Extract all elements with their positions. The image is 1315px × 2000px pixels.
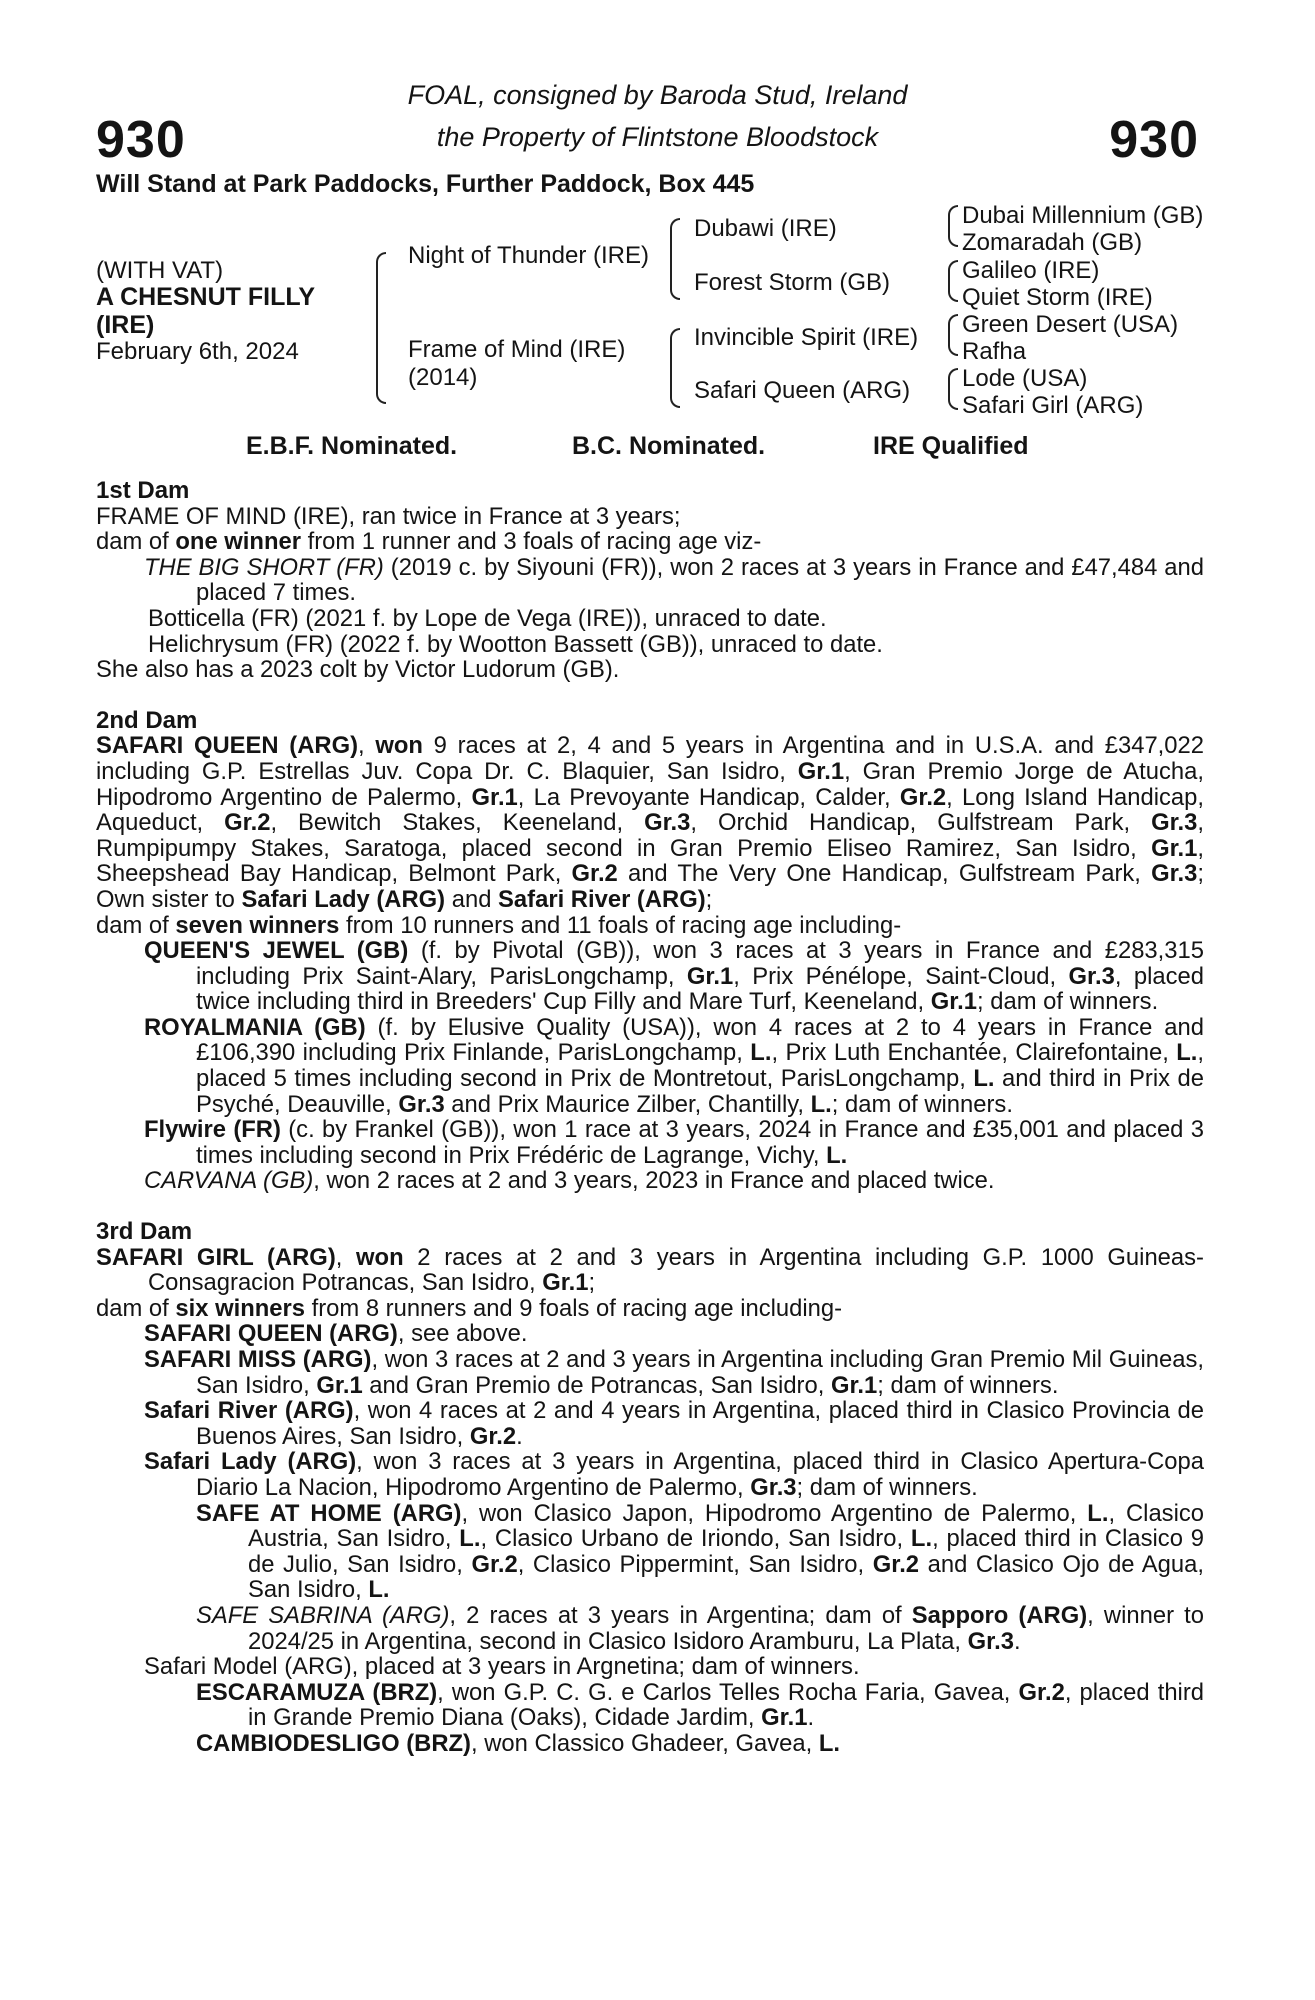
grand-produce-item: SAFE SABRINA (ARG), 2 races at 3 years in Argentina; dam of Sapporo (ARG), winner to 2024/25 in Argentina, second in Clasico Isidoro Aramburu, La Plata, Gr.3. (196, 1601, 1204, 1655)
subject-dob: February 6th, 2024 (96, 338, 299, 365)
produce-item: THE BIG SHORT (FR) (2019 c. by Siyouni (FR)), won 2 races at 3 years in France and £47,484 and placed 7 times. (144, 553, 1204, 607)
sire-name: Night of Thunder (IRE) (408, 242, 649, 269)
brace-dam (670, 328, 680, 408)
dam-dam: Safari Queen (ARG) (694, 377, 911, 404)
subject-name: A CHESNUT FILLY (96, 283, 315, 311)
produce-item: Safari River (ARG), won 4 races at 2 and 4 years in Argentina, placed third in Clasico Provincia de Buenos Aires, San Isidro, Gr.2. (144, 1397, 1204, 1450)
sire-sire: Dubawi (IRE) (694, 215, 837, 242)
vat-note: (WITH VAT) (96, 257, 224, 284)
produce-item: CARVANA (GB), won 2 races at 2 and 3 years, 2023 in France and placed twice. (144, 1167, 995, 1195)
lot-number-right: 930 (1109, 111, 1199, 169)
dds-name: Lode (USA) (962, 365, 1088, 392)
second-dam-para: SAFARI QUEEN (ARG), won 9 races at 2, 4 and 5 years in Argentina and in U.S.A. and £347,022 including G.P. Estrellas Juv. Copa Dr. C. Blaquier, San Isidro, Gr.1, Gran Premio Jorge de Atucha, Hipodromo Argentino de Palermo, Gr.1, La Prevoyante Handicap, Calder, Gr.2, Long Island Handicap, Aqueduct, Gr.2, Bewitch Stakes, Keeneland, Gr.3, Orchid Handicap, Gulfstream Park, Gr.3, Rumpipumpy Stakes, Saratoga, placed second in Gran Premio Eliseo Ramirez, San Isidro, Gr.1, Sheepshead Bay Handicap, Belmont Park, Gr.2 and The Very One Handicap, Gulfstream Park, Gr.3; Own sister to Safari Lady (ARG) and Safari River (ARG); (96, 732, 1205, 913)
dam-name: Frame of Mind (IRE) (408, 336, 626, 363)
produce-item: Helichrysum (FR) (2022 f. by Wootton Bassett (GB)), unraced to date. (148, 630, 883, 658)
bc-nomination: B.C. Nominated. (572, 432, 766, 460)
grand-produce-item: CAMBIODESLIGO (BRZ), won Classico Ghadeer, Gavea, L. (196, 1729, 841, 1757)
dam-sire: Invincible Spirit (IRE) (694, 324, 919, 351)
brace-dd (948, 368, 958, 410)
property-line: the Property of Flintstone Bloodstock (436, 122, 879, 152)
produce-item: Safari Model (ARG), placed at 3 years in Argnetina; dam of winners. (144, 1653, 860, 1681)
first-dam-heading: 1st Dam (96, 477, 190, 504)
brace-sd (948, 260, 958, 302)
subject-name-country: (IRE) (96, 311, 155, 339)
stand-location: Will Stand at Park Paddocks, Further Paddock, Box 445 (96, 170, 755, 198)
produce-item: Flywire (FR) (c. by Frankel (GB)), won 1 race at 3 years, 2024 in France and £35,001 and placed 3 times including second in Prix Frédéric de Lagrange, Vichy, L. (144, 1116, 1204, 1169)
catalogue-text (96, 478, 1204, 1757)
brace-ds (948, 314, 958, 356)
sdd-name: Quiet Storm (IRE) (962, 284, 1153, 311)
grand-produce-item: ESCARAMUZA (BRZ), won G.P. C. G. e Carlos Telles Rocha Faria, Gavea, Gr.2, placed third in Grande Premio Diana (Oaks), Cidade Jardim, Gr.1. (196, 1678, 1204, 1732)
ssd-name: Zomaradah (GB) (962, 229, 1143, 256)
sire-dam: Forest Storm (GB) (694, 269, 891, 296)
second-dam-heading: 2nd Dam (96, 706, 198, 734)
dsd-name: Rafha (962, 338, 1027, 365)
brace-ss (948, 205, 958, 247)
brace-sire (670, 218, 680, 300)
ebf-nomination: E.B.F. Nominated. (246, 432, 458, 460)
sss-name: Dubai Millennium (GB) (962, 202, 1204, 229)
third-dam-heading: 3rd Dam (96, 1218, 193, 1246)
produce-item: Safari Lady (ARG), won 3 races at 3 years in Argentina, placed third in Clasico Apertura-Copa Diario La Nacion, Hipodromo Argentino de Palermo, Gr.3; dam of winners. (144, 1448, 1204, 1501)
first-dam-produce-intro: dam of one winner from 1 runner and 3 foals of racing age viz- (96, 528, 762, 556)
brace-subject (376, 252, 386, 404)
ddd-name: Safari Girl (ARG) (962, 392, 1144, 419)
sds-name: Galileo (IRE) (962, 257, 1100, 284)
third-dam-para: SAFARI GIRL (ARG), won 2 races at 2 and 3 years in Argentina including G.P. 1000 Guineas-Consagracion Potrancas, San Isidro, Gr.1; (96, 1243, 1204, 1297)
produce-item: Botticella (FR) (2021 f. by Lope de Vega (IRE)), unraced to date. (148, 604, 827, 632)
ire-qualified: IRE Qualified (873, 432, 1029, 460)
lot-number-left: 930 (96, 111, 186, 169)
first-dam-para: FRAME OF MIND (IRE), ran twice in France at 3 years; (96, 502, 681, 530)
dss-name: Green Desert (USA) (962, 311, 1179, 338)
produce-item: SAFARI QUEEN (ARG), see above. (144, 1320, 528, 1348)
dam-year: (2014) (408, 364, 478, 391)
second-dam-produce-intro: dam of seven winners from 10 runners and 11 foals of racing age including- (96, 911, 902, 939)
produce-item: QUEEN'S JEWEL (GB) (f. by Pivotal (GB)), won 3 races at 3 years in France and £283,315 including Prix Saint-Alary, ParisLongchamp, Gr.1, Prix Pénélope, Saint-Cloud, Gr.3, placed twice including third in Breeders' Cup Filly and Mare Turf, Keeneland, Gr.1; dam of winners. (144, 937, 1204, 1016)
produce-item: SAFARI MISS (ARG), won 3 races at 2 and 3 years in Argentina including Gran Premio Mil Guineas, San Isidro, Gr.1 and Gran Premio de Potrancas, San Isidro, Gr.1; dam of winners. (144, 1346, 1204, 1399)
produce-item: ROYALMANIA (GB) (f. by Elusive Quality (USA)), won 4 races at 2 to 4 years in France and £106,390 including Prix Finlande, ParisLongchamp, L., Prix Luth Enchantée, Clairefontaine, L., placed 5 times including second in Prix de Montretout, ParisLongchamp, L. and third in Prix de Psyché, Deauville, Gr.3 and Prix Maurice Zilber, Chantilly, L.; dam of winners. (144, 1013, 1205, 1118)
consignor-line: FOAL, consigned by Baroda Stud, Ireland (407, 80, 908, 110)
third-dam-produce-intro: dam of six winners from 8 runners and 9 foals of racing age including- (96, 1294, 843, 1322)
grand-produce-item: SAFE AT HOME (ARG), won Clasico Japon, Hipodromo Argentino de Palermo, L., Clasico Austria, San Isidro, L., Clasico Urbano de Iriondo, San Isidro, L., placed third in Clasico 9 de Julio, San Isidro, Gr.2, Clasico Pippermint, San Isidro, Gr.2 and Clasico Ojo de Agua, San Isidro, L. (196, 1499, 1205, 1604)
produce-note: She also has a 2023 colt by Victor Ludorum (GB). (96, 656, 620, 684)
